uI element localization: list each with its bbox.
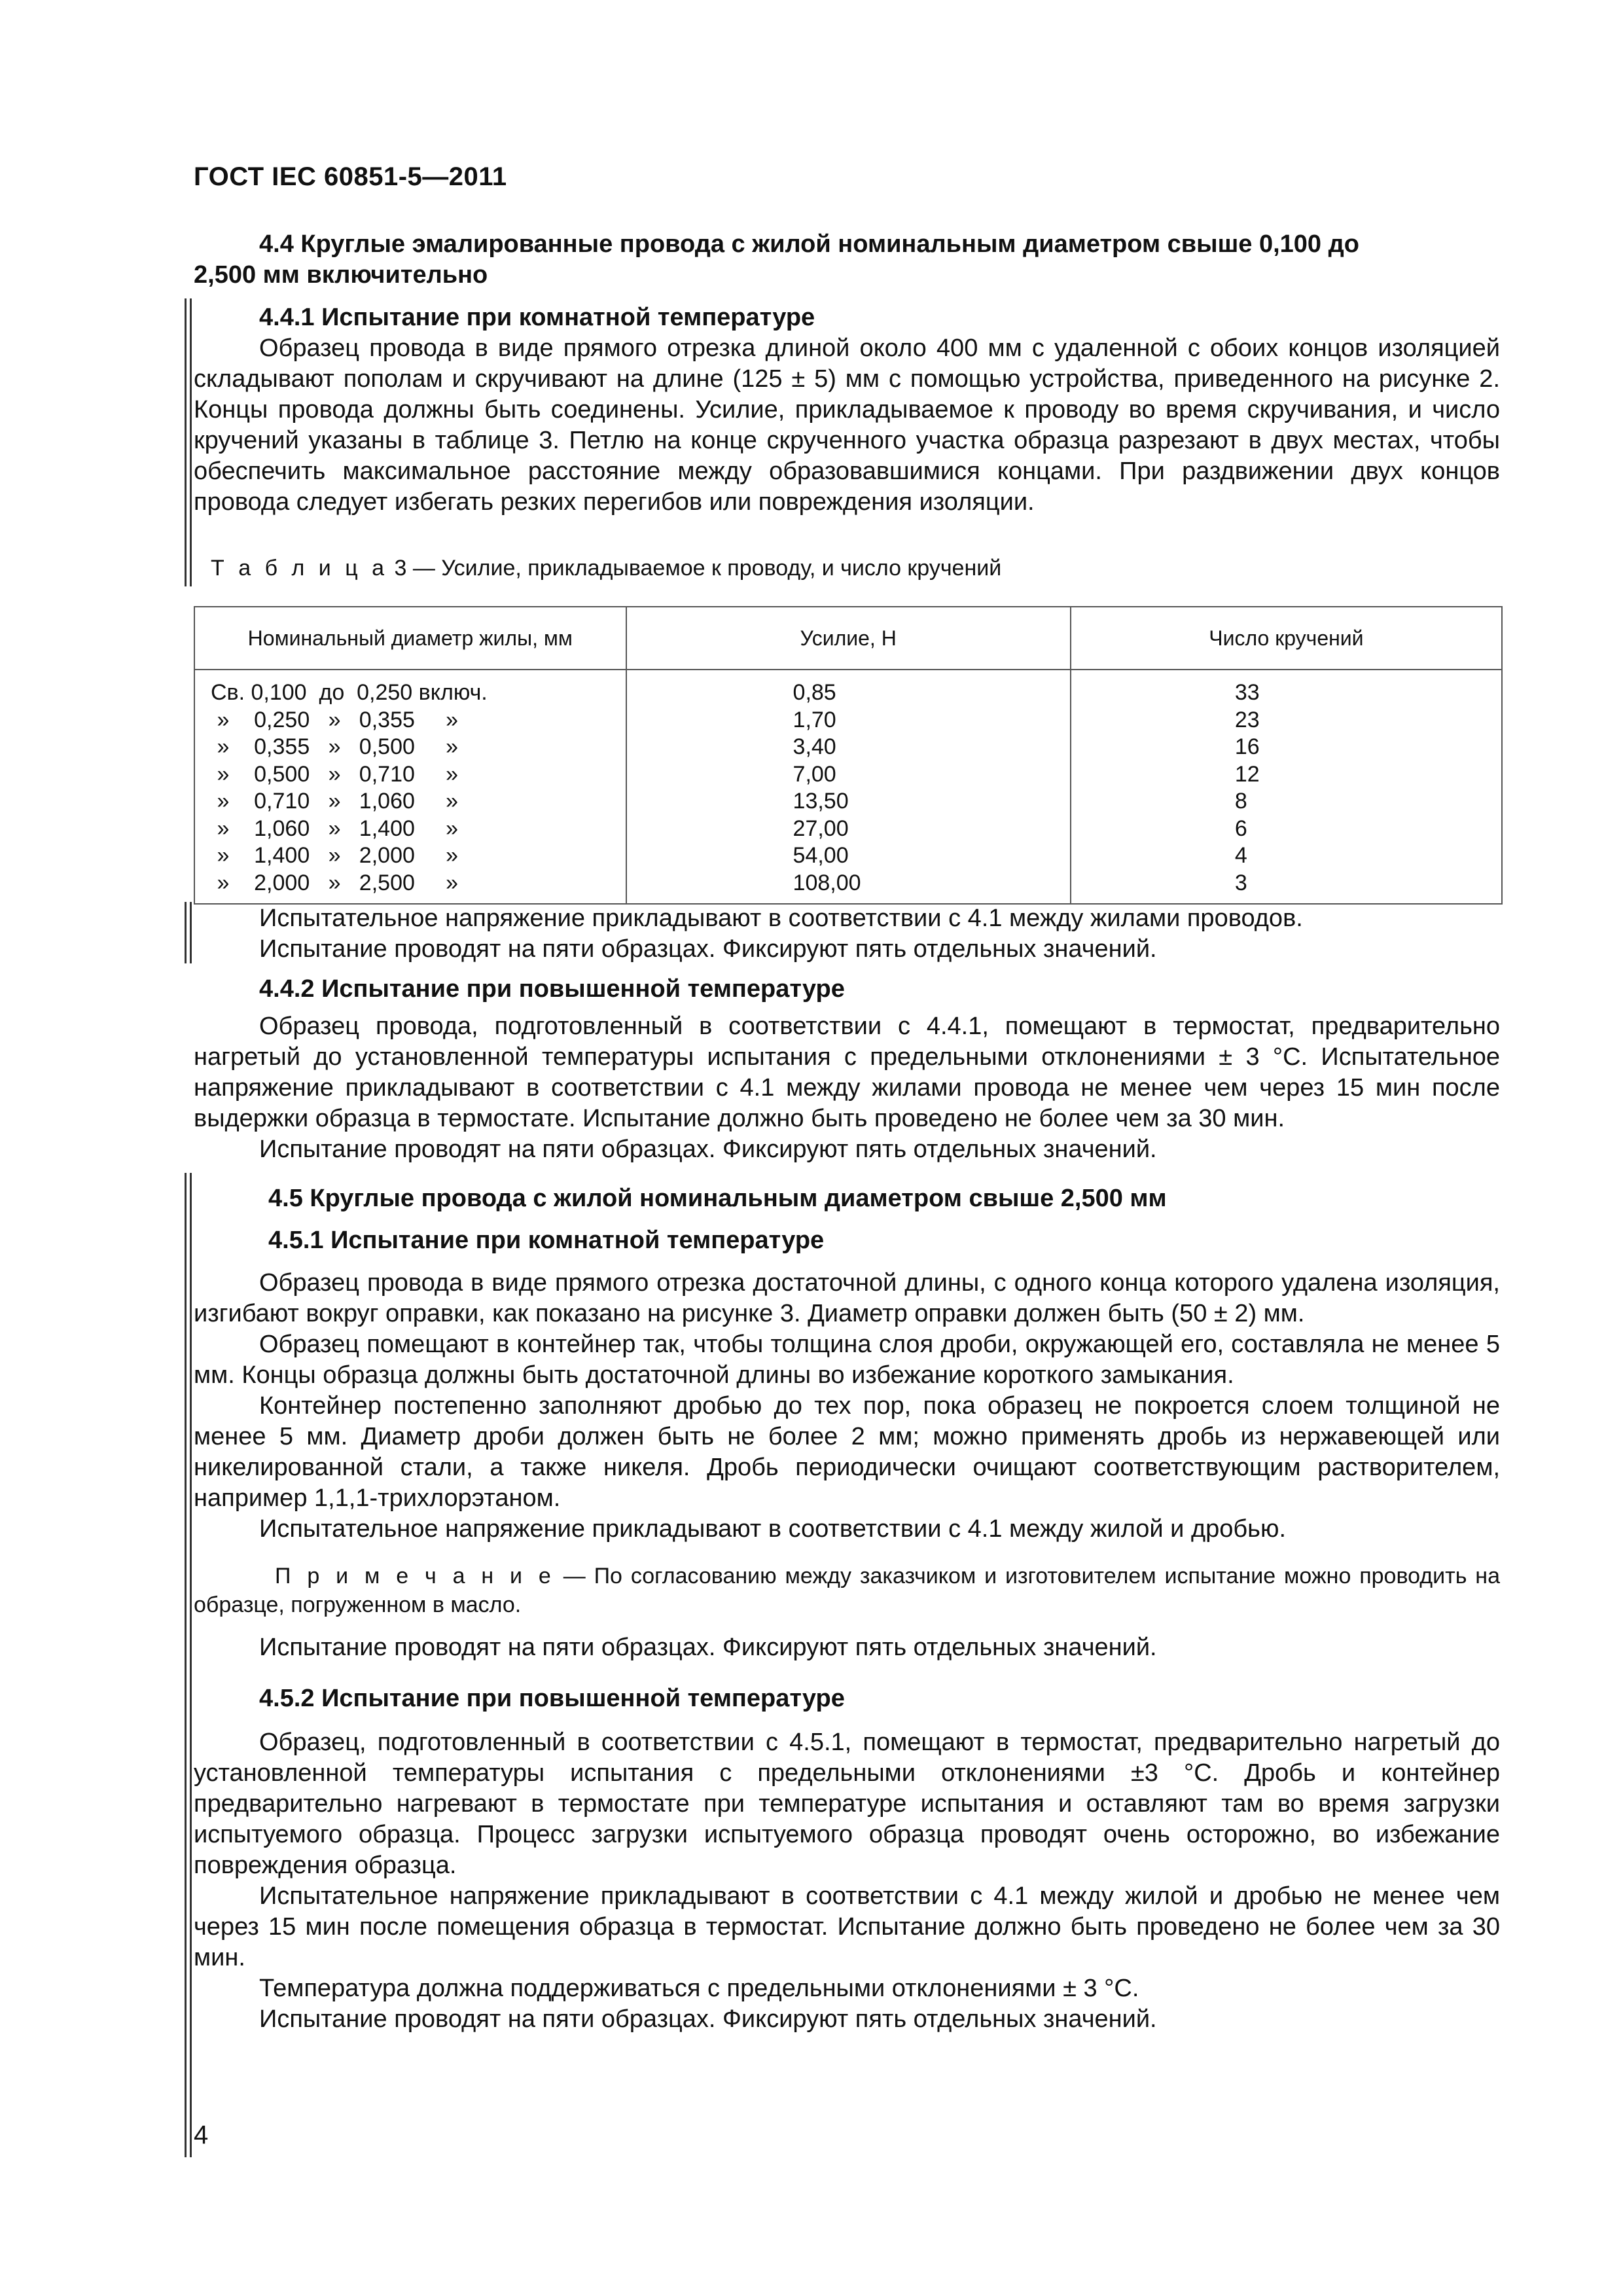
table-cell: » 0,355 » 0,500 »	[211, 734, 459, 759]
table-header-force: Усилие, Н	[626, 607, 1071, 670]
table-cell: 4	[1234, 843, 1247, 868]
section-4-5	[194, 1183, 1500, 1214]
paragraph: Образец помещают в контейнер так, чтобы толщина слоя дроби, окружающей его, составляла не менее 5 мм. Концы образца должны быть достаточной длины во избежание короткого замыкания.	[194, 1331, 1500, 1389]
table-caption-text: 3 — Усилие, прикладываемое к проводу, и число кручений	[394, 556, 1002, 581]
paragraph: Испытание проводят на пяти образцах. Фиксируют пять отдельных значений.	[259, 2005, 1157, 2033]
note-prefix: П р и м е ч а н и е	[275, 1564, 555, 1588]
document-header: ГОСТ IEC 60851-5—2011	[194, 162, 507, 191]
table-cell: 13,50	[793, 789, 849, 814]
section-4-4-1-paragraph: Образец провода в виде прямого отрезка длиной около 400 мм с удаленной с обоих концов изоляцией складывают пополам и скручивают на длине (125 ± 5) мм с помощью устройства, приведенного на рисунке 2. Концы провода должны быть соединены. Усилие, прикладываемое к проводу во время скручивания, и число кручений указаны в таблице 3. Петлю на конце скрученного участка образца разрезают в двух местах, чтобы обеспечить максимальное расстояние между образовавшимися концами. При раздвижении двух концов провода следует избегать резких перегибов или повреждения изоляции.	[194, 334, 1500, 516]
table-header-diameter: Номинальный диаметр жилы, мм	[194, 607, 626, 670]
note	[194, 1562, 1500, 1619]
note-text: — По согласованию между заказчиком и изготовителем испытание можно проводить на образце, погруженном в масло.	[194, 1564, 1500, 1617]
table-3	[194, 606, 1503, 905]
table-cell: 7,00	[793, 761, 836, 787]
section-4-4-1-title: 4.4.1 Испытание при комнатной температуре	[259, 304, 815, 331]
table-cell: 0,85	[793, 680, 836, 705]
table-column-force	[626, 670, 1071, 904]
section-4-5-2-title: 4.5.2 Испытание при повышенной температуре	[259, 1685, 845, 1712]
table-header-twists: Число кручений	[1071, 607, 1502, 670]
table-cell: 3,40	[793, 734, 836, 759]
section-4-4-title-line1: 4.4 Круглые эмалированные провода с жилой номинальным диаметром свыше 0,100 до	[259, 230, 1359, 258]
table-cell: » 1,400 » 2,000 »	[211, 843, 459, 868]
table-cell: » 0,710 » 1,060 »	[211, 789, 459, 814]
after-table-text	[194, 903, 1500, 965]
paragraph: Испытательное напряжение прикладывают в соответствии с 4.1 между жилой и дробью.	[259, 1515, 1287, 1543]
table-3-caption	[211, 554, 1517, 583]
table-caption-prefix: Т а б л и ц а	[211, 556, 389, 581]
table-cell: 54,00	[793, 843, 849, 868]
section-4-4-2-paragraph: Образец провода, подготовленный в соответствии с 4.4.1, помещают в термостат, предварительно нагретый до установленной температуры испытания с предельными отклонениями ± 3 °С. Испытательное напряжение прикладывают в соответствии с 4.1 между жилами провода не менее чем через 15 мин после выдержки образца в термостате. Испытание должно быть проведено не более чем за 30 мин.	[194, 1013, 1500, 1132]
table-cell: 27,00	[793, 816, 849, 841]
section-4-4-title-line2: 2,500 мм включительно	[194, 261, 488, 289]
paragraph: Испытание проводят на пяти образцах. Фиксируют пять отдельных значений.	[259, 935, 1157, 963]
table-column-twists	[1071, 670, 1502, 904]
paragraph: Испытание проводят на пяти образцах. Фиксируют пять отдельных значений.	[259, 1634, 1157, 1661]
table-cell: » 0,500 » 0,710 »	[211, 761, 459, 787]
table-cell: 3	[1234, 870, 1247, 895]
section-4-4-1	[194, 302, 1500, 518]
table-cell: Св. 0,100 до 0,250 включ.	[211, 680, 488, 705]
change-bar	[185, 2020, 192, 2157]
paragraph: Образец провода в виде прямого отрезка достаточной длины, с одного конца которого удалена изоляция, изгибают вокруг оправки, как показано на рисунке 3. Диаметр оправки должен быть (50 ± 2) мм.	[194, 1269, 1500, 1327]
paragraph: Температура должна поддерживаться с предельными отклонениями ± 3 °С.	[259, 1975, 1139, 2002]
section-4-5-2	[194, 1683, 1500, 2035]
table-cell: 33	[1234, 680, 1260, 705]
table-cell: » 1,060 » 1,400 »	[211, 816, 459, 841]
table-cell: » 0,250 » 0,355 »	[211, 707, 459, 732]
change-bar	[185, 902, 192, 963]
table-cell: 108,00	[793, 870, 861, 895]
change-bar	[185, 298, 192, 586]
section-4-5-title: 4.5 Круглые провода с жилой номинальным диаметром свыше 2,500 мм	[268, 1185, 1167, 1212]
table-cell: » 2,000 » 2,500 »	[211, 870, 459, 895]
section-4-4-2-title: 4.4.2 Испытание при повышенной температуре	[259, 975, 845, 1003]
table-cell: 1,70	[793, 707, 836, 732]
paragraph: Контейнер постепенно заполняют дробью до тех пор, пока образец не покроется слоем толщиной не менее 5 мм. Диаметр дроби должен быть не более 2 мм; можно применять дробь из нержавеющей или никелированной стали, а также никеля. Дробь периодически очищают соответствующим растворителем, например 1,1,1-трихлорэтаном.	[194, 1392, 1500, 1512]
table-cell: 12	[1234, 761, 1260, 787]
page-number: 4	[194, 2121, 209, 2149]
section-4-5-1	[194, 1225, 1500, 1663]
paragraph: Испытательное напряжение прикладывают в соответствии с 4.1 между жилой и дробью не менее чем через 15 мин после помещения образца в термостат. Испытание должно быть проведено не более чем за 30 мин.	[194, 1882, 1500, 1971]
table-cell: 8	[1234, 789, 1247, 814]
section-4-5-1-title: 4.5.1 Испытание при комнатной температуре	[268, 1227, 825, 1254]
table-column-diameter	[194, 670, 626, 904]
section-4-4-2	[194, 974, 1500, 1165]
paragraph: Испытательное напряжение прикладывают в соответствии с 4.1 между жилами проводов.	[259, 905, 1303, 932]
paragraph: Образец, подготовленный в соответствии с 4.5.1, помещают в термостат, предварительно нагретый до установленной температуры испытания с предельными отклонениями ±3 °С. Дробь и контейнер предварительно нагревают в термостате при температуре испытания и оставляют там во время загрузки испытуемого образца. Процесс загрузки испытуемого образца проводят очень осторожно, во избежание повреждения образца.	[194, 1729, 1500, 1879]
table-cell: 6	[1234, 816, 1247, 841]
section-4-4-title	[194, 229, 1500, 291]
table-cell: 16	[1234, 734, 1260, 759]
table-cell: 23	[1234, 707, 1260, 732]
change-bar	[185, 1173, 192, 2020]
paragraph: Испытание проводят на пяти образцах. Фиксируют пять отдельных значений.	[259, 1136, 1157, 1163]
